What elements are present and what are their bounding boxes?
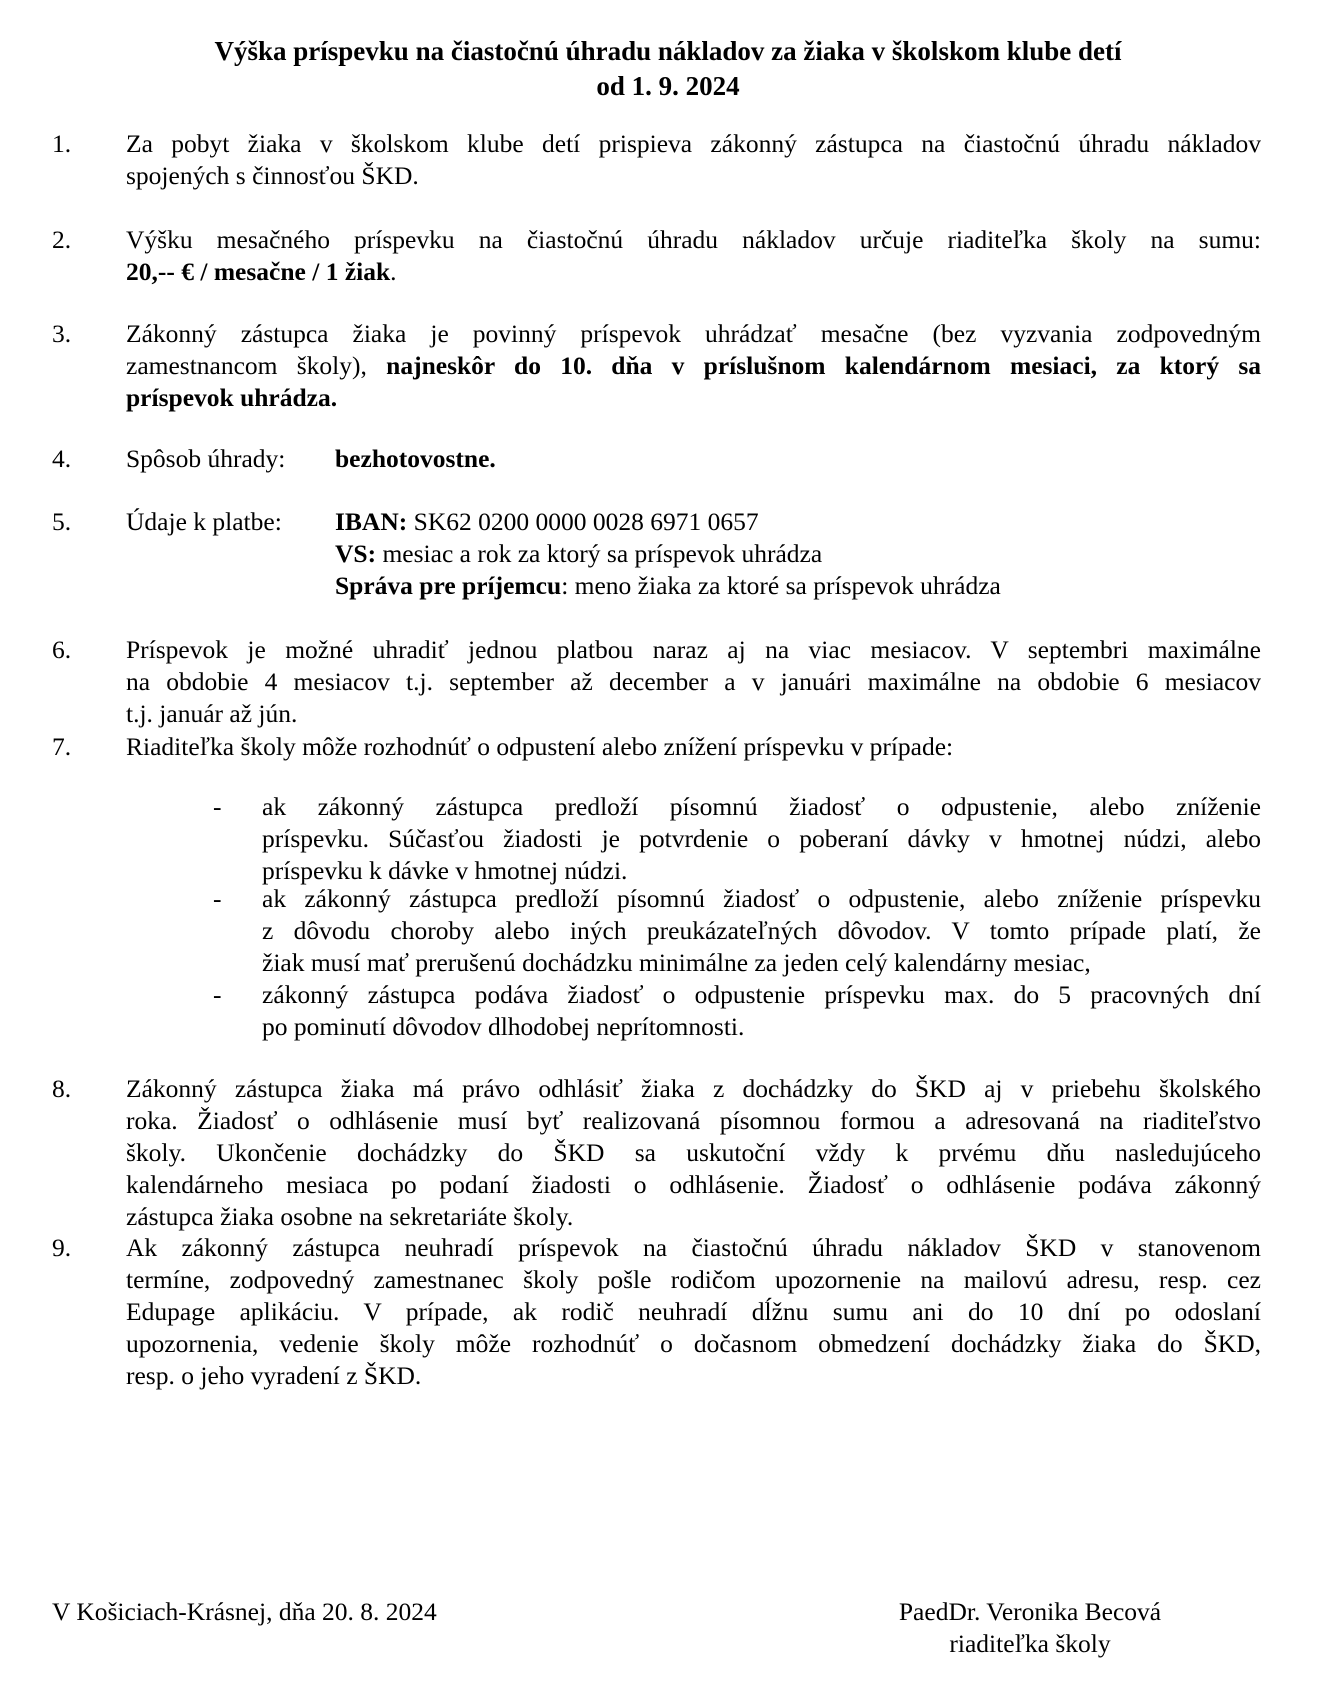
- item-9-number: 9.: [52, 1233, 72, 1262]
- bullet-2-text: [262, 883, 1261, 979]
- bullet-line: z dôvodu choroby alebo iných preukázateľných dôvodov. V tomto prípade platí, že: [262, 916, 1261, 945]
- item-3-number: 3.: [52, 319, 72, 348]
- vs-line: [335, 538, 822, 570]
- item-8-line: zástupca žiaka osobne na sekretariáte školy.: [126, 1202, 574, 1231]
- bullet-line: zákonný zástupca podáva žiadosť o odpustenie príspevku max. do 5 pracovných dní: [262, 980, 1261, 1009]
- item-1-line: Za pobyt žiaka v školskom klube detí prispieva zákonný zástupca na čiastočnú úhradu nákladov: [126, 129, 1261, 158]
- item-2-text: [126, 224, 1261, 288]
- signer-name: PaedDr. Veronika Becová: [898, 1597, 1162, 1626]
- item-9-text: [126, 1232, 1261, 1392]
- iban-line: [335, 506, 759, 538]
- item-5-number: 5.: [52, 507, 72, 536]
- item-7-number: 7.: [52, 732, 72, 761]
- payment-method-value: [335, 443, 496, 475]
- message-line: [335, 570, 1001, 602]
- item-6-text: [126, 634, 1261, 730]
- item-1-text: [126, 128, 1261, 192]
- item-6-number: 6.: [52, 635, 72, 664]
- item-2-number: 2.: [52, 225, 72, 254]
- bullet-line: príspevku. Súčasťou žiadosti je potvrdenie o poberaní dávky v hmotnej núdzi, alebo: [262, 824, 1261, 853]
- item-3-line: Zákonný zástupca žiaka je povinný príspevok uhrádzať mesačne (bez vyzvania zodpovedným: [126, 319, 1261, 348]
- payment-details-label: Údaje k platbe:: [126, 507, 282, 536]
- item-8-line: školy. Ukončenie dochádzky do ŠKD sa uskutoční vždy k prvému dňu nasledujúceho: [126, 1138, 1261, 1167]
- bullet-line: ak zákonný zástupca predloží písomnú žiadosť o odpustenie, alebo zníženie: [262, 792, 1261, 821]
- item-9-line: Ak zákonný zástupca neuhradí príspevok na čiastočnú úhradu nákladov ŠKD v stanovenom: [126, 1233, 1261, 1262]
- item-4-number: 4.: [52, 444, 72, 473]
- item-8-text: [126, 1073, 1261, 1233]
- item-8-line: kalendárneho mesiaca po podaní žiadosti o odhlásenie. Žiadosť o odhlásenie podáva zákonný: [126, 1170, 1261, 1199]
- bullet-dash: -: [213, 980, 222, 1009]
- item-7-line: Riaditeľka školy môže rozhodnúť o odpustení alebo znížení príspevku v prípade:: [126, 732, 954, 761]
- item-9-line: Edupage aplikáciu. V prípade, ak rodič neuhradí dĺžnu sumu ani do 10 dní po odoslaní: [126, 1297, 1261, 1326]
- contribution-amount: 20,-- € / mesačne / 1 žiak: [126, 257, 391, 286]
- signer-role: riaditeľka školy: [949, 1629, 1111, 1658]
- message-value: : meno žiaka za ktoré sa príspevok uhrádza: [561, 571, 1001, 600]
- item-6-line: t.j. január až jún.: [126, 699, 298, 728]
- bullet-1-text: [262, 791, 1261, 887]
- item-9-line: termíne, zodpovedný zamestnanec školy pošle rodičom upozornenie na mailovú adresu, resp. cez: [126, 1265, 1261, 1294]
- item-3-line: [126, 382, 1261, 414]
- item-9-line: resp. o jeho vyradení z ŠKD.: [126, 1361, 422, 1390]
- iban-value: SK62 0200 0000 0028 6971 0657: [407, 507, 759, 536]
- item-1-number: 1.: [52, 129, 72, 158]
- bullet-line: žiak musí mať prerušenú dochádzku minimálne za jeden celý kalendárny mesiac,: [262, 948, 1091, 977]
- bullet-line: príspevku k dávke v hmotnej núdzi.: [262, 856, 628, 885]
- bullet-dash: -: [213, 792, 222, 821]
- item-1-line: spojených s činnosťou ŠKD.: [126, 161, 419, 190]
- message-label: Správa pre príjemcu: [335, 571, 562, 600]
- document-title-line-1: Výška príspevku na čiastočnú úhradu nákladov za žiaka v školskom klube detí: [214, 36, 1122, 66]
- item-2-line: Výšku mesačného príspevku na čiastočnú úhradu nákladov určuje riaditeľka školy na sumu:: [126, 225, 1261, 254]
- item-3-line: [126, 350, 1261, 382]
- item-8-line: Zákonný zástupca žiaka má právo odhlásiť žiaka z dochádzky do ŠKD aj v priebehu školského: [126, 1074, 1261, 1103]
- place-and-date: V Košiciach-Krásnej, dňa 20. 8. 2024: [52, 1597, 437, 1626]
- bullet-line: ak zákonný zástupca predloží písomnú žiadosť o odpustenie, alebo zníženie príspevku: [262, 884, 1261, 913]
- payment-deadline-end: príspevok uhrádza.: [126, 383, 338, 412]
- item-8-number: 8.: [52, 1074, 72, 1103]
- item-3-normal-text: zamestnancom školy),: [126, 351, 387, 380]
- document-title-line-2: od 1. 9. 2024: [596, 71, 740, 101]
- iban-label: IBAN:: [335, 507, 408, 536]
- bullet-line: po pominutí dôvodov dlhodobej neprítomnosti.: [262, 1012, 745, 1041]
- bullet-dash: -: [213, 884, 222, 913]
- item-6-line: Príspevok je možné uhradiť jednou platbou naraz aj na viac mesiacov. V septembri maximálne: [126, 635, 1261, 664]
- item-3-text: [126, 318, 1261, 414]
- vs-value: mesiac a rok za ktorý sa príspevok uhrádza: [376, 539, 823, 568]
- payment-deadline: najneskôr do 10. dňa v príslušnom kalendárnom mesiaci, za ktorý sa: [386, 351, 1261, 380]
- vs-label: VS:: [335, 539, 377, 568]
- payment-method-label: Spôsob úhrady:: [126, 444, 286, 473]
- period: .: [390, 257, 397, 286]
- bullet-3-text: [262, 979, 1261, 1043]
- item-8-line: roka. Žiadosť o odhlásenie musí byť realizovaná písomnou formou a adresovaná na riaditeľstvo: [126, 1106, 1261, 1135]
- item-9-line: upozornenia, vedenie školy môže rozhodnúť o dočasnom obmedzení dochádzky žiaka do ŠKD,: [126, 1329, 1261, 1358]
- item-2-line: [126, 256, 1261, 288]
- item-7-text: [126, 731, 1261, 763]
- payment-method-bold: bezhotovostne.: [335, 444, 496, 473]
- item-6-line: na obdobie 4 mesiacov t.j. september až december a v januári maximálne na obdobie 6 mesiacov: [126, 667, 1261, 696]
